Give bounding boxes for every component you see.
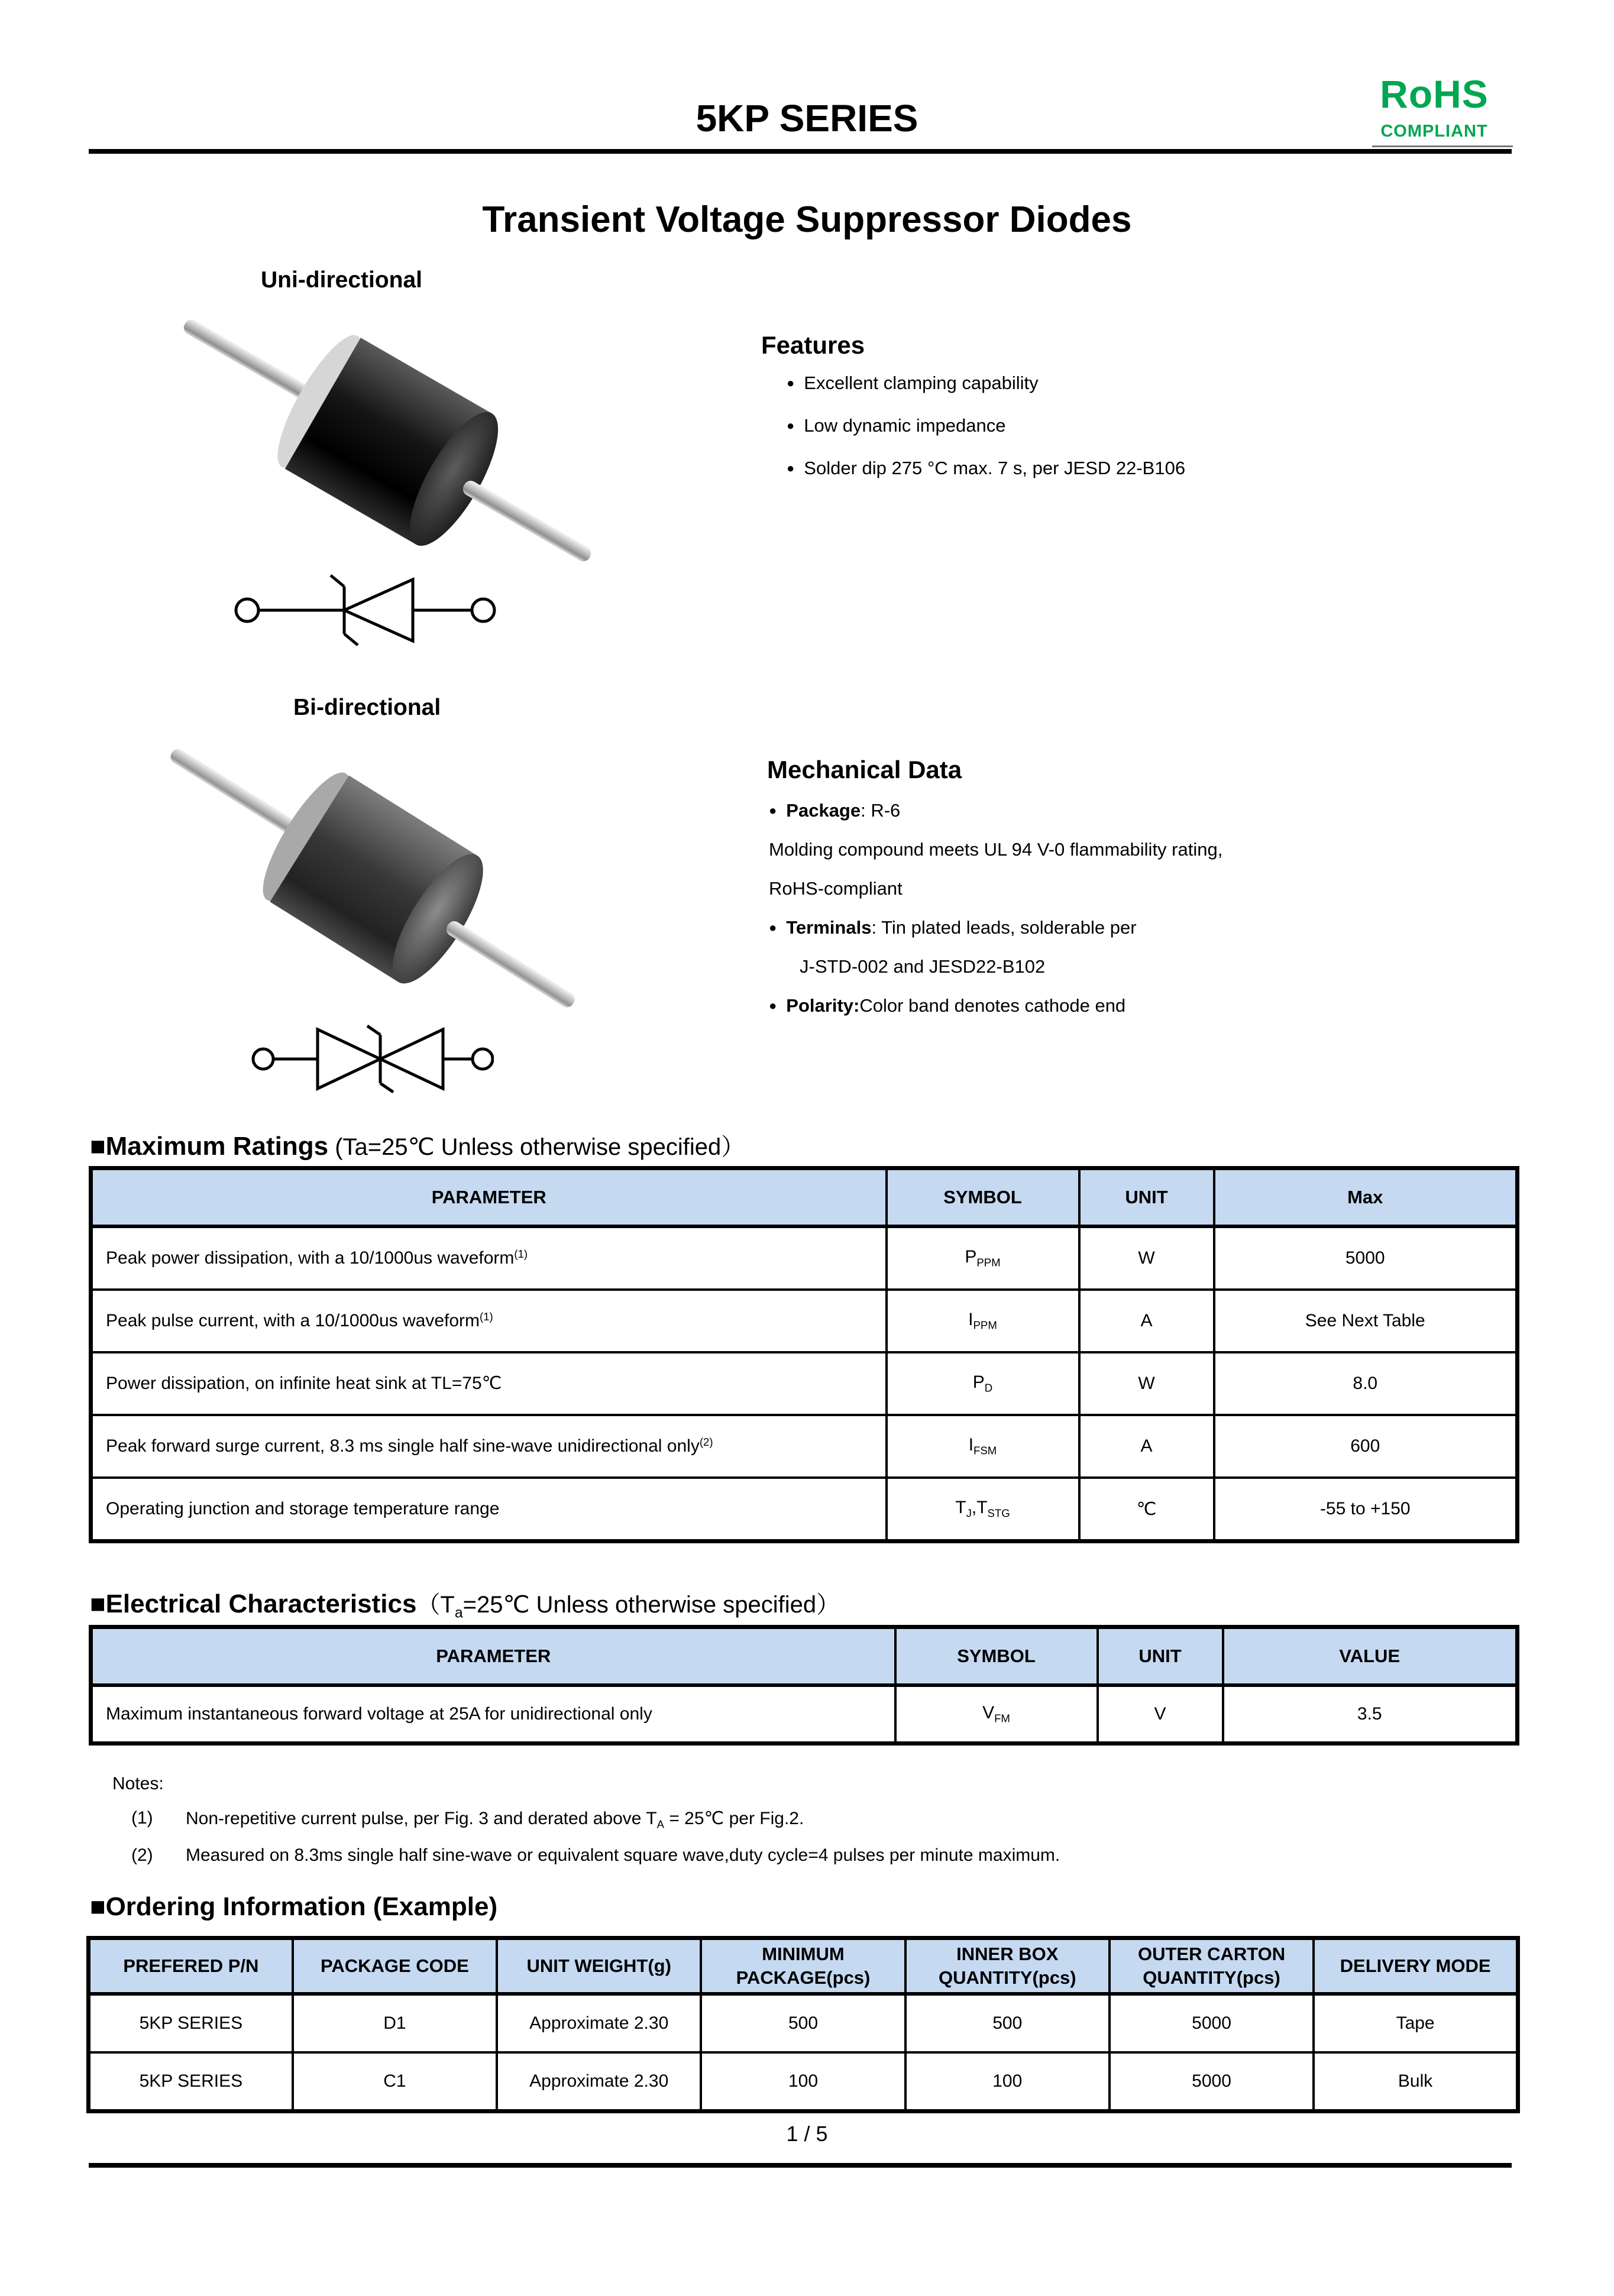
header-max: Max: [1214, 1168, 1518, 1227]
symbol-cell: $P_D$: [887, 1352, 1079, 1415]
header-unit: UNIT: [1079, 1168, 1214, 1227]
table-row: [91, 1415, 1518, 1478]
mech-text: : Tin plated leads, solderable per: [871, 917, 1137, 938]
table-row: [91, 1226, 1518, 1290]
mechanical-data-list: [769, 791, 1538, 1025]
note-text: Measured on 8.3ms single half sine-wave or equivalent square wave,duty cycle=4 pulses per minute maximum.: [186, 1845, 1060, 1865]
parameter-cell: Operating junction and storage temperature range: [91, 1478, 887, 1542]
cell-prefered-pn: 5KP SERIES: [89, 1994, 293, 2052]
electrical-table: [89, 1625, 1519, 1746]
note-text: Non-repetitive current pulse, per Fig. 3 and derated above $T_A$ = 25℃ per Fig.2.: [186, 1809, 804, 1831]
feature-text: Low dynamic impedance: [804, 415, 1006, 436]
uni-diode-image: [139, 293, 636, 597]
bullet-icon: ●: [787, 461, 795, 475]
unit-cell: A: [1079, 1415, 1214, 1478]
symbol-cell: $I_{FSM}$: [887, 1415, 1079, 1478]
notes: [112, 1774, 1473, 1867]
bullet-icon: ●: [787, 375, 795, 390]
symbol-cell: $P_{PPM}$: [887, 1226, 1079, 1290]
mech-line-polarity: [769, 986, 1538, 1025]
table-row: [89, 1994, 1518, 2052]
table-row: [91, 1478, 1518, 1542]
rohs-logo: RoHS: [1380, 72, 1489, 116]
parameter-cell: Peak forward surge current, 8.3 ms single half sine-wave unidirectional only$^{(2)}$: [91, 1415, 887, 1478]
bi-diode-image: [124, 727, 621, 1035]
header-parameter: PARAMETER: [91, 1627, 895, 1686]
header-prefered-pn: PREFERED P/N: [89, 1938, 293, 1994]
cell-unit-weight: Approximate 2.30: [497, 2052, 701, 2112]
rohs-compliant-label: COMPLIANT: [1380, 122, 1488, 141]
table-row: [89, 2052, 1518, 2112]
cell-delivery-mode: Bulk: [1314, 2052, 1518, 2112]
electrical-heading: ■Electrical $Characteristics(T_a=25℃$ Unless otherwise specified）: [90, 1589, 840, 1621]
uni-diode-symbol: [234, 568, 497, 653]
unit-cell: V: [1098, 1685, 1223, 1744]
feature-text: Solder dip 275 °C max. 7 s, per JESD 22-B106: [804, 458, 1186, 478]
unit-cell: A: [1079, 1290, 1214, 1352]
note-item: (1) Non-repetitive current pulse, per Fig. 3 and derated above $T_A$ = 25℃ per Fig.2.: [131, 1808, 804, 1831]
header-minimum-package: MINIMUM PACKAGE(pcs): [701, 1938, 905, 1994]
rohs-underline: [1372, 145, 1513, 147]
mech-line-jstd: J-STD-002 and JESD22-B102: [800, 956, 1046, 977]
header-delivery-mode: DELIVERY MODE: [1314, 1938, 1518, 1994]
unit-cell: W: [1079, 1352, 1214, 1415]
mech-label: Polarity:: [786, 995, 860, 1016]
mech-line-terminals: [769, 908, 1538, 947]
mech-label: Package: [786, 800, 861, 821]
max-cell: 8.0: [1214, 1352, 1518, 1415]
mech-line-package: [769, 791, 1538, 830]
max-cell: See Next Table: [1214, 1290, 1518, 1352]
feature-item: [787, 447, 1526, 490]
bi-diode-symbol: [251, 1022, 494, 1096]
max-cell: 5000: [1214, 1226, 1518, 1290]
cell-package-code: D1: [293, 1994, 497, 2052]
header-unit: UNIT: [1098, 1627, 1223, 1686]
header-package-code: PACKAGE CODE: [293, 1938, 497, 1994]
note-item: (2) Measured on 8.3ms single half sine-wave or equivalent square wave,duty cycle=4 pulses per minute maximum.: [112, 1845, 1473, 1868]
page-title: 5KP SERIES: [696, 97, 918, 140]
features-list: [787, 362, 1526, 490]
cell-inner-box: 100: [905, 2052, 1110, 2112]
footer-rule: [89, 2163, 1512, 2168]
mech-line-molding: Molding compound meets UL 94 V-0 flammability rating,: [769, 839, 1223, 860]
cell-inner-box: 500: [905, 1994, 1110, 2052]
mech-text: : R-6: [861, 800, 901, 821]
header-inner-box: INNER BOX QUANTITY(pcs): [905, 1938, 1110, 1994]
parameter-cell: Maximum instantaneous forward voltage at 25A for unidirectional only: [91, 1685, 895, 1744]
document-title: Transient Voltage Suppressor Diodes: [482, 199, 1132, 240]
cell-minimum-package: 500: [701, 1994, 905, 2052]
mech-text: Color band denotes cathode end: [859, 995, 1126, 1016]
cell-unit-weight: Approximate 2.30: [497, 1994, 701, 2052]
header-symbol: SYMBOL: [887, 1168, 1079, 1227]
value-cell: 3.5: [1223, 1685, 1518, 1744]
mech-line-rohs: RoHS-compliant: [769, 878, 903, 899]
unit-cell: ℃: [1079, 1478, 1214, 1542]
max-ratings-heading: ■Maximum Ratings (Ta=25℃ Unless otherwise specified）: [90, 1132, 745, 1161]
max-cell: 600: [1214, 1415, 1518, 1478]
features-heading: Features: [761, 331, 865, 359]
table-row: [91, 1685, 1518, 1744]
table-header-row: [91, 1627, 1518, 1686]
symbol-cell: $V_{FM}$: [895, 1685, 1098, 1744]
symbol-cell: $T_J,T_{STG}$: [887, 1478, 1079, 1542]
page-number: 1 / 5: [786, 2122, 828, 2146]
ordering-heading: ■Ordering Information (Example): [90, 1892, 498, 1921]
cell-minimum-package: 100: [701, 2052, 905, 2112]
header-symbol: SYMBOL: [895, 1627, 1098, 1686]
parameter-cell: Power dissipation, on infinite heat sink at TL=75℃: [91, 1352, 887, 1415]
table-row: [91, 1352, 1518, 1415]
ordering-table: [86, 1936, 1520, 2113]
symbol-cell: $I_{PPM}$: [887, 1290, 1079, 1352]
unit-cell: W: [1079, 1226, 1214, 1290]
parameter-cell: Peak power dissipation, with a 10/1000us waveform$^{(1)}$: [91, 1226, 887, 1290]
feature-text: Excellent clamping capability: [804, 373, 1039, 393]
header-unit-weight: UNIT WEIGHT(g): [497, 1938, 701, 1994]
bullet-icon: ●: [787, 418, 795, 433]
max-ratings-table: [89, 1166, 1519, 1543]
bullet-icon: ●: [769, 920, 777, 935]
header-parameter: PARAMETER: [91, 1168, 887, 1227]
cell-outer-carton: 5000: [1110, 2052, 1314, 2112]
rohs-badge: [1351, 72, 1517, 141]
table-header-row: [91, 1168, 1518, 1227]
cell-prefered-pn: 5KP SERIES: [89, 2052, 293, 2112]
bi-directional-label: Bi-directional: [293, 695, 441, 720]
feature-item: [787, 404, 1526, 447]
mechanical-data-heading: Mechanical Data: [767, 756, 962, 783]
header-value: VALUE: [1223, 1627, 1518, 1686]
header-outer-carton: OUTER CARTON QUANTITY(pcs): [1110, 1938, 1314, 1994]
bullet-icon: ●: [769, 998, 777, 1013]
max-cell: -55 to +150: [1214, 1478, 1518, 1542]
header-rule: [89, 149, 1512, 154]
feature-item: [787, 362, 1526, 404]
table-row: [91, 1290, 1518, 1352]
mech-label: Terminals: [786, 917, 872, 938]
parameter-cell: Peak pulse current, with a 10/1000us waveform$^{(1)}$: [91, 1290, 887, 1352]
uni-directional-label: Uni-directional: [261, 267, 423, 293]
table-header-row: [89, 1938, 1518, 1994]
bullet-icon: ●: [769, 803, 777, 818]
notes-title: Notes:: [112, 1774, 164, 1793]
cell-package-code: C1: [293, 2052, 497, 2112]
cell-outer-carton: 5000: [1110, 1994, 1314, 2052]
cell-delivery-mode: Tape: [1314, 1994, 1518, 2052]
